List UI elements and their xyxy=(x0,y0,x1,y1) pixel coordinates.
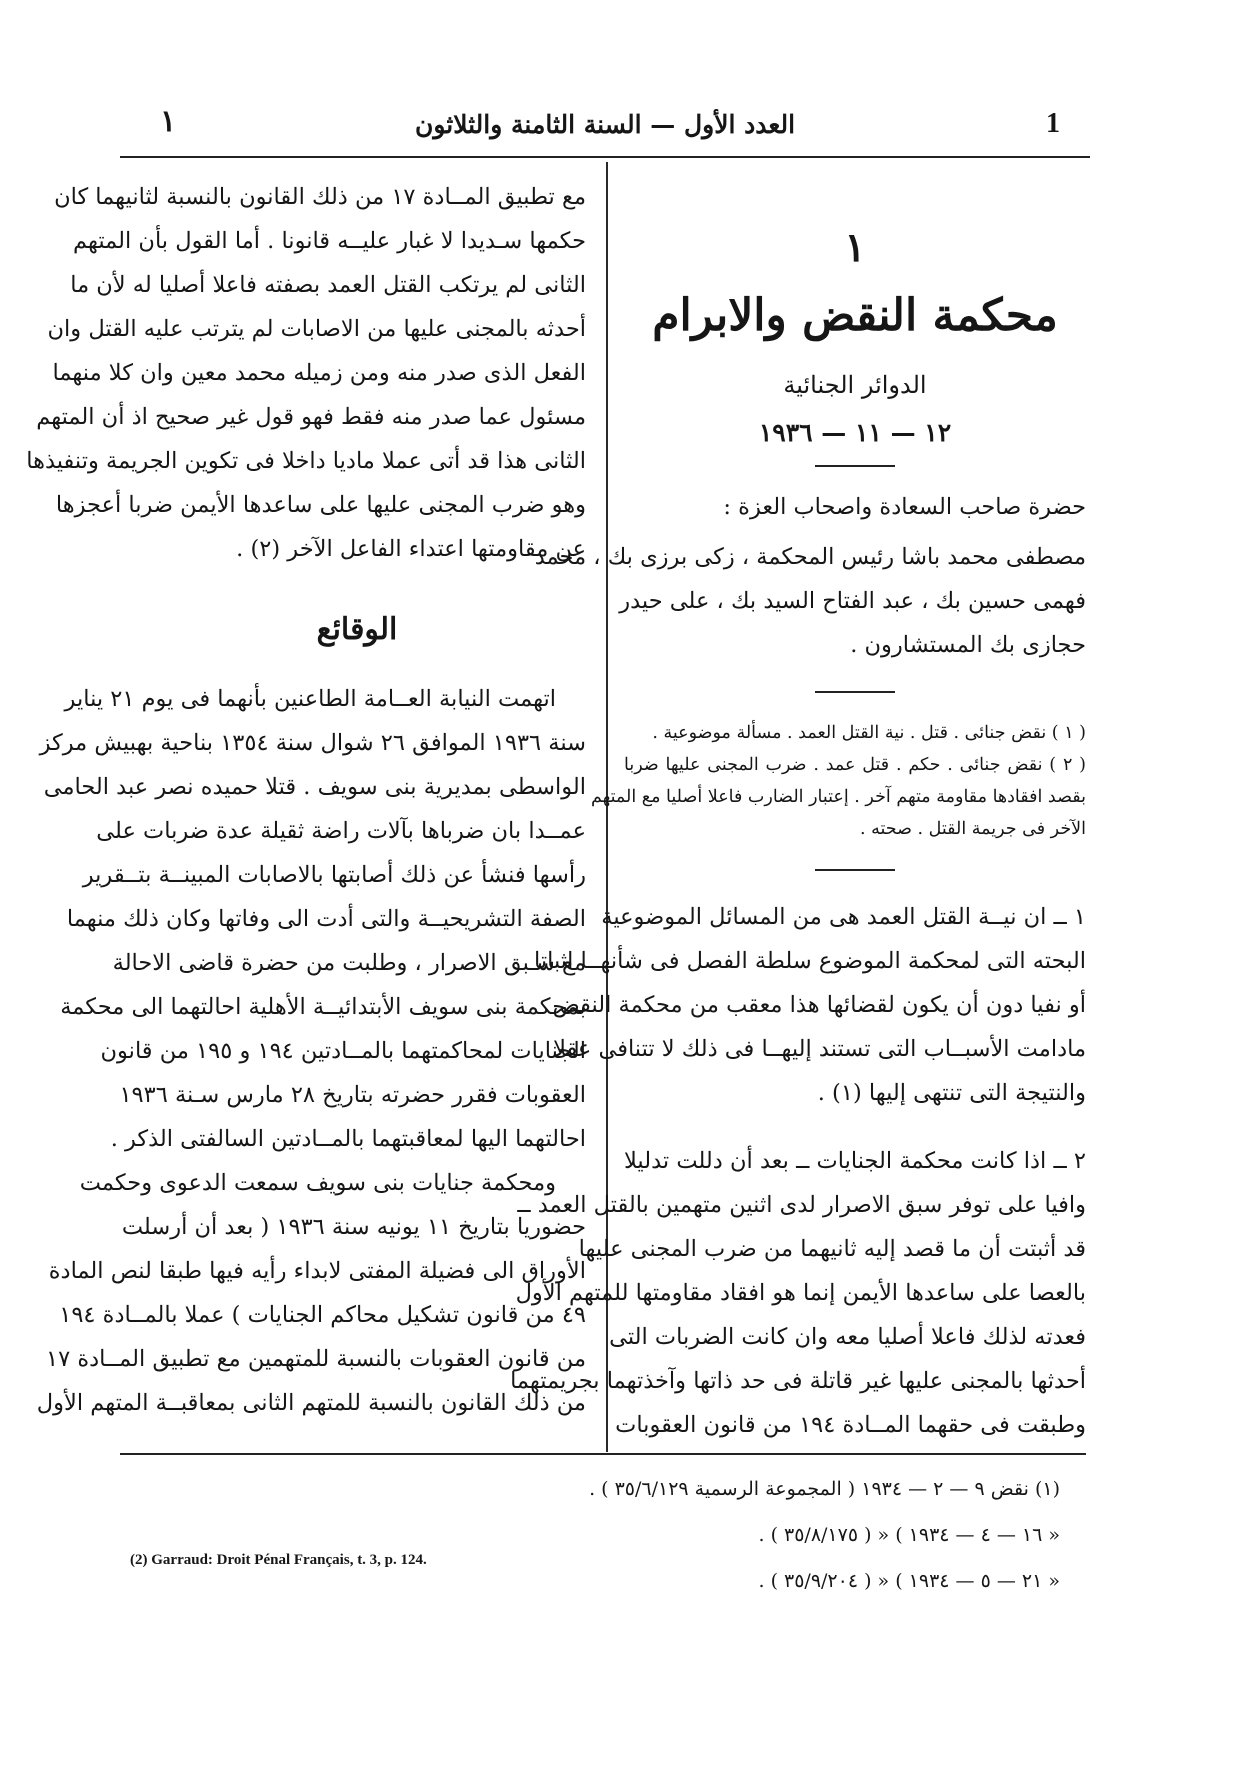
body-line: الأوراق الى فضيلة المفتى لابداء رأيه فيها طبقا لنص المادة xyxy=(48,1258,586,1284)
session-date: ١٢ — ١١ — ١٩٣٦ xyxy=(758,418,952,447)
body-line: مسئول عما صدر منه فقط فهو قول غير صحيح اذ أن المتهم xyxy=(36,404,586,430)
body-line: الثانى لم يرتكب القتل العمد بصفته فاعلا أصليا له لأن ما xyxy=(70,272,586,298)
body-line: من قانون العقوبات بالنسبة للمتهمين مع تطبيق المــادة ١٧ xyxy=(46,1346,586,1372)
case-number: ١ xyxy=(844,224,866,271)
body-line: عمــدا بان ضرباها بآلات راضة ثقيلة عدة ضربات على xyxy=(96,818,586,844)
body-line: أحدثه بالمجنى عليها من الاصابات لم يترتب عليه القتل وان xyxy=(47,316,586,342)
principle-line: ٢ ــ اذا كانت محكمة الجنايات ــ بعد أن دللت تدليلا xyxy=(624,1148,1086,1174)
body-line: سنة ١٩٣٦ الموافق ٢٦ شوال سنة ١٣٥٤ بناحية بهبيش مركز xyxy=(39,730,586,756)
principle-line: فعدته لذلك فاعلا أصليا معه وان كانت الضربات التى xyxy=(609,1324,1086,1350)
principle-line: بالعصا على ساعدها الأيمن إنما هو افقاد مقاومتها للمتهم الأول xyxy=(515,1280,1086,1306)
panel-line: حجازى بك المستشارون . xyxy=(850,632,1086,658)
body-line: ٤٩ من قانون تشكيل محاكم الجنايات ) عملا بالمــادة ١٩٤ xyxy=(59,1302,586,1328)
body-line: حكمها سـديدا لا غبار عليــه قانونا . أما القول بأن المتهم xyxy=(73,228,586,254)
principle-1 xyxy=(534,895,1086,1115)
issue-title: العدد الأول — السنة الثامنة والثلاثون xyxy=(414,110,796,139)
divider-rule xyxy=(815,691,895,693)
principle-line: وافيا على توفر سبق الاصرار لدى اثنين متهمين بالقتل العمد ــ xyxy=(517,1192,1086,1218)
panel-line: حضرة صاحب السعادة واصحاب العزة : xyxy=(723,494,1086,520)
footnotes xyxy=(520,1466,1060,1604)
footnote-1-ref-2: « ١٦ — ٤ — ١٩٣٤ ) « ( ٣٥/٨/١٧٥ ) . xyxy=(758,1524,1060,1546)
principle-line: أو نفيا دون أن يكون لقضائها هذا معقب من محكمة النقض xyxy=(552,992,1086,1018)
left-column xyxy=(26,175,586,1425)
court-title: محكمة النقض والابرام xyxy=(652,290,1058,341)
body-line: عن مقاومتها اعتداء الفاعل الآخر (٢) . xyxy=(236,536,586,562)
principle-line: ١ ــ ان نيــة القتل العمد هى من المسائل الموضوعية xyxy=(601,904,1086,930)
continuation-block xyxy=(26,175,586,571)
divider-rule xyxy=(815,869,895,871)
right-column xyxy=(510,175,1086,1447)
body-line: رأسها فنشأ عن ذلك أصابتها بالاصابات المبينــة بتــقرير xyxy=(82,862,586,888)
body-line: ومحكمة جنايات بنى سويف سمعت الدعوى وحكمت xyxy=(79,1170,556,1196)
principle-line: والنتيجة التى تنتهى إليها (١) . xyxy=(817,1080,1086,1106)
panel-block xyxy=(534,485,1086,667)
body-line: الواسطى بمديرية بنى سويف . قتلا حميده نصر عبد الحامى xyxy=(43,774,586,800)
body-line: اتهمت النيابة العــامة الطاعنين بأنهما فى يوم ٢١ يناير xyxy=(64,686,556,712)
summary-line: الآخر فى جريمة القتل . صحته . xyxy=(859,819,1086,839)
body-line: الثانى هذا قد أتى عملا ماديا داخلا فى تكوين الجريمة وتنفيذها xyxy=(26,448,586,474)
body-line: الجنايات لمحاكمتهما بالمــادتين ١٩٤ و ١٩٥ من قانون xyxy=(100,1038,586,1064)
page-number-arabic: ١ xyxy=(160,104,177,139)
page-number-latin: 1 xyxy=(1046,108,1060,139)
principle-line: مادامت الأسبــاب التى تستند إليهــا فى ذلك لا تتنافى عقلا xyxy=(553,1036,1086,1062)
body-line: الصفة التشريحيــة والتى أدت الى وفاتها وكان ذلك منهما xyxy=(66,906,586,932)
circuit-label: الدوائر الجنائية xyxy=(783,371,927,399)
facts-block xyxy=(36,677,586,1425)
body-line: العقوبات فقرر حضرته بتاريخ ٢٨ مارس سـنة ١٩٣٦ xyxy=(119,1082,586,1108)
body-line: وهو ضرب المجنى عليها على ساعدها الأيمن ضربا أعجزها xyxy=(55,492,586,518)
principle-line: قد أثبتت أن ما قصد إليه ثانيهما من ضرب المجنى عليها xyxy=(578,1236,1086,1262)
footnote-rule xyxy=(120,1453,1086,1455)
panel-line: فهمى حسين بك ، عبد الفتاح السيد بك ، على حيدر xyxy=(619,588,1086,614)
principle-line: وطبقت فى حقهما المــادة ١٩٤ من قانون العقوبات xyxy=(615,1412,1086,1438)
summary-line: ( ١ ) نقض جنائى . قتل . نية القتل العمد . مسألة موضوعية . xyxy=(652,723,1086,743)
principle-line: البحته التى لمحكمة الموضوع سلطة الفصل فى شأنهــا اثباتا xyxy=(534,948,1086,974)
body-line: مع سـبق الاصرار ، وطلبت من حضرة قاضى الاحالة xyxy=(112,950,586,976)
body-line: من ذلك القانون بالنسبة للمتهم الثانى بمعاقبــة المتهم الأول xyxy=(36,1390,586,1416)
body-line: احالتهما اليها لمعاقبتهما بالمــادتين السالفتى الذكر . xyxy=(110,1126,586,1152)
summary-line: ( ٢ ) نقض جنائى . حكم . قتل عمد . ضرب المجنى عليها ضربا xyxy=(624,755,1086,775)
body-line: حضوريا بتاريخ ١١ يونيه سنة ١٩٣٦ ( بعد أن أرسلت xyxy=(121,1214,586,1240)
footnote-1: (١) نقض ٩ — ٢ — ١٩٣٤ ( المجموعة الرسمية ٣٥/٦/١٢٩ ) . xyxy=(589,1478,1060,1500)
body-line: بمحكمة بنى سويف الأبتدائيــة الأهلية احالتهما الى محكمة xyxy=(60,994,586,1020)
body-line: الفعل الذى صدر منه ومن زميله محمد معين وان كلا منهما xyxy=(52,360,586,386)
page-header xyxy=(120,100,1090,158)
summary-block xyxy=(590,717,1086,845)
panel-line: مصطفى محمد باشا رئيس المحكمة ، زكى برزى بك ، محمد xyxy=(534,544,1086,570)
divider-rule xyxy=(815,465,895,467)
facts-heading: الوقائع xyxy=(316,612,398,647)
summary-line: بقصد افقادها مقاومة متهم آخر . إعتبار الضارب فاعلا أصليا مع المتهم xyxy=(590,787,1086,807)
principle-line: أحدثها بالمجنى عليها غير قاتلة فى حد ذاتها وآخذتهما بجريمتهما xyxy=(510,1368,1086,1394)
footnote-1-ref-3: « ٢١ — ٥ — ١٩٣٤ ) « ( ٣٥/٩/٢٠٤ ) . xyxy=(758,1570,1060,1592)
footnote-2: (2) Garraud: Droit Pénal Français, t. 3, p. 124. xyxy=(130,1552,427,1568)
body-line: مع تطبيق المــادة ١٧ من ذلك القانون بالنسبة لثانيهما كان xyxy=(54,184,586,210)
principle-2 xyxy=(510,1139,1086,1447)
